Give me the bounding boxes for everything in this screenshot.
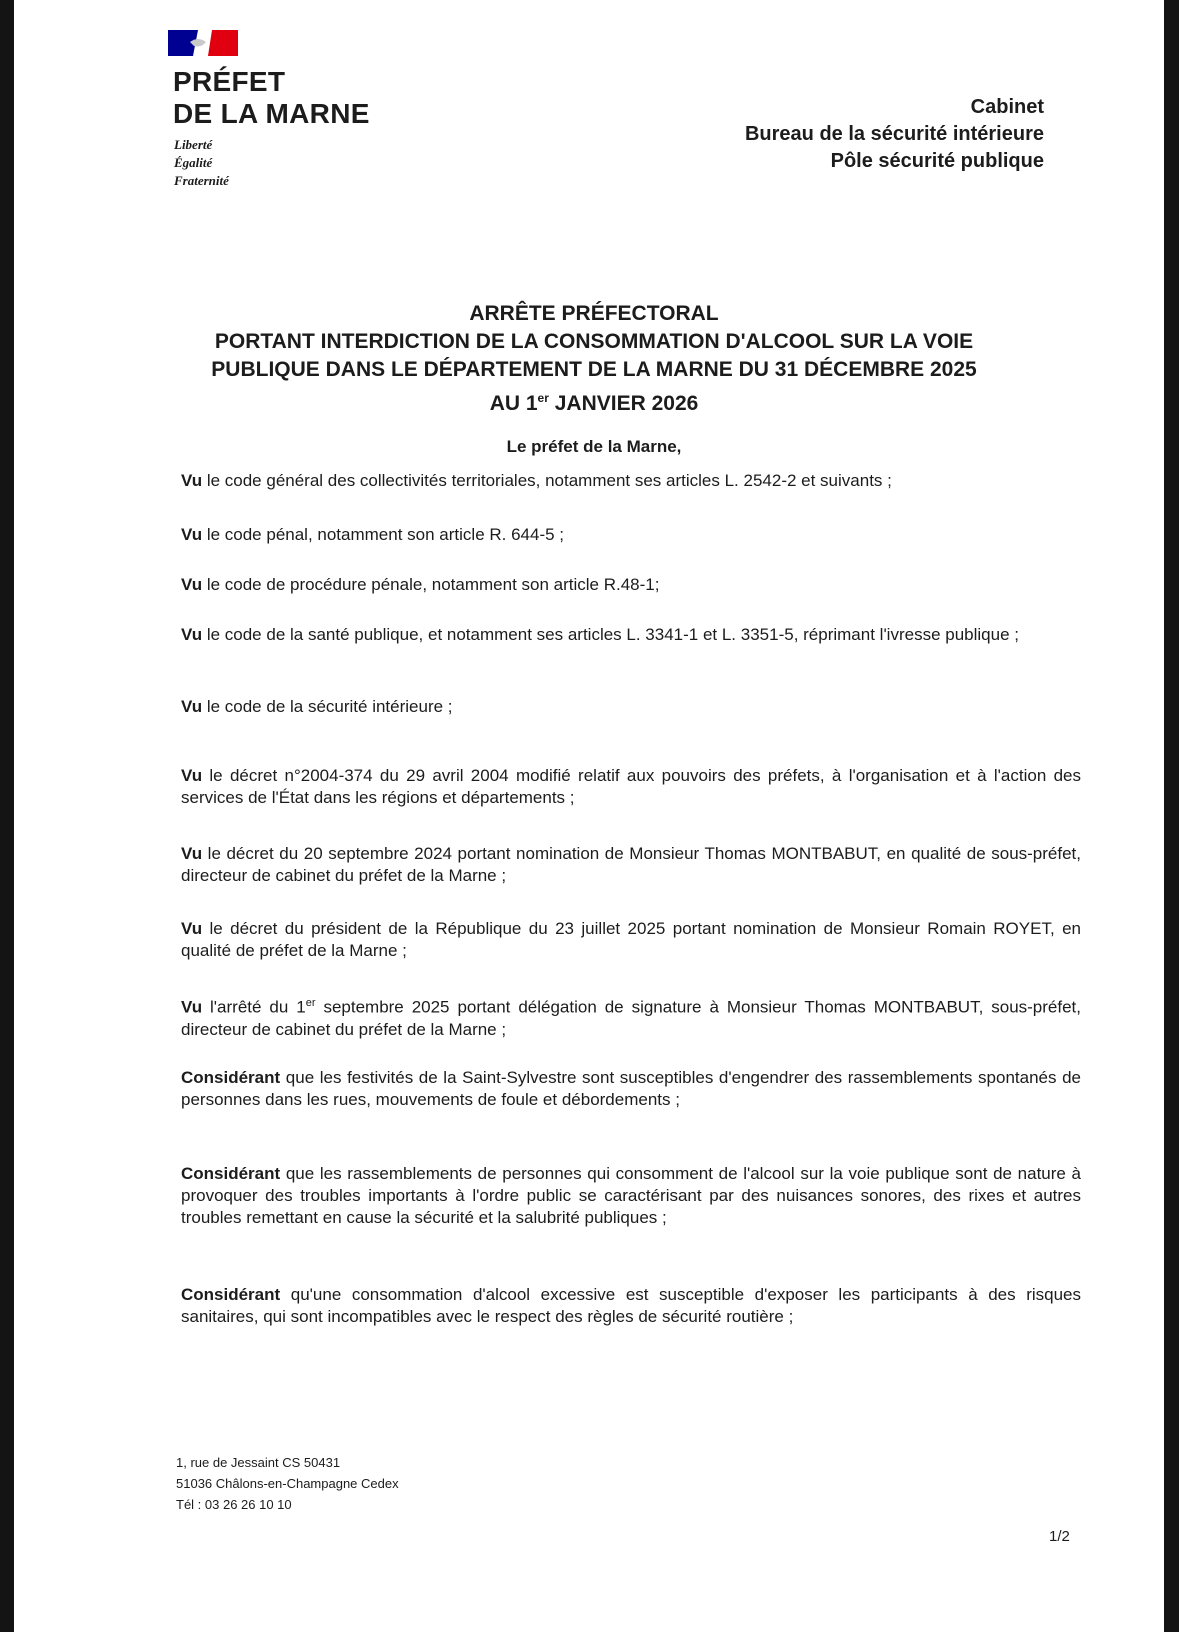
visa-paragraph: [181, 524, 1081, 546]
motto-liberte: Liberté: [174, 137, 213, 152]
service-pole: Pôle sécurité publique: [830, 150, 1044, 172]
prefecture-name-line2: DE LA MARNE: [173, 98, 370, 129]
prefet-line: Le préfet de la Marne,: [506, 437, 682, 456]
service-bureau: Bureau de la sécurité intérieure: [744, 123, 1044, 145]
visa-paragraph: [181, 470, 1081, 492]
title-line4-start: AU 1: [489, 392, 538, 415]
paragraph-lead: Considérant: [181, 1068, 281, 1087]
paragraph-text: qu'une consommation d'alcool excessive est susceptible d'exposer les participants à des risques sanitaires, qui sont incompatibles avec le respect des règles de sécurité routière ;: [181, 1285, 1081, 1326]
visa-paragraph: [181, 918, 1081, 962]
motto-fraternite: Fraternité: [174, 173, 229, 188]
visa-paragraph: [181, 992, 1081, 1041]
paragraph-text: le code de procédure pénale, notamment son article R.48-1;: [202, 575, 660, 594]
considerant-paragraph: [181, 1067, 1081, 1111]
visa-paragraph: [181, 765, 1081, 809]
paragraph-lead: Vu: [181, 697, 203, 716]
paragraph-lead: Vu: [181, 844, 203, 863]
visa-paragraph: [181, 574, 1081, 596]
paragraph-text: le décret du président de la République du 23 juillet 2025 portant nomination de Monsieur Romain ROYET, en qualité de préfet de la Marne ;: [181, 919, 1081, 960]
decree-title: [154, 300, 1034, 418]
paragraph-text: le décret du 20 septembre 2024 portant nomination de Monsieur Thomas MONTBABUT, en qualité de sous-préfet, directeur de cabinet du préfet de la Marne ;: [181, 844, 1081, 885]
paragraph-lead: Vu: [181, 997, 203, 1017]
paragraph-lead: Considérant: [181, 1285, 281, 1304]
prefecture-address: [176, 1452, 399, 1515]
paragraph-sup: er: [305, 997, 316, 1009]
paragraph-text: le code général des collectivités territoriales, notamment ses articles L. 2542-2 et suivants ;: [202, 471, 892, 490]
paragraph-lead: Vu: [181, 625, 203, 644]
service-cabinet: Cabinet: [970, 96, 1044, 118]
title-line4-end: JANVIER 2026: [548, 392, 699, 415]
paragraph-lead: Vu: [181, 471, 203, 490]
title-line4: [154, 384, 1034, 418]
republic-motto: [174, 136, 229, 190]
title-line2: PORTANT INTERDICTION DE LA CONSOMMATION D'ALCOOL SUR LA VOIE: [214, 330, 974, 353]
paragraph-text-end: septembre 2025 portant délégation de signature à Monsieur Thomas MONTBABUT, sous-préfet, directeur de cabinet du préfet de la Marne ;: [181, 997, 1082, 1039]
visa-paragraph: [181, 843, 1081, 887]
paragraph-text: le code pénal, notamment son article R. 644-5 ;: [202, 525, 565, 544]
motto-egalite: Égalité: [174, 155, 213, 170]
paragraph-text: le code de la sécurité intérieure ;: [202, 697, 453, 716]
title-line1: ARRÊTE PRÉFECTORAL: [469, 302, 719, 325]
prefecture-name-line1: PRÉFET: [173, 66, 286, 97]
paragraph-lead: Vu: [181, 575, 203, 594]
paragraph-text: le code de la santé publique, et notamment ses articles L. 3341-1 et L. 3351-5, réprimant l'ivresse publique ;: [202, 625, 1019, 644]
considerant-paragraph: [181, 1284, 1081, 1328]
paragraph-lead: Considérant: [181, 1164, 281, 1183]
address-line1: 1, rue de Jessaint CS 50431: [176, 1455, 341, 1470]
visa-paragraph: [181, 696, 1081, 718]
title-line3: PUBLIQUE DANS LE DÉPARTEMENT DE LA MARNE DU 31 DÉCEMBRE 2025: [211, 358, 977, 381]
title-line4-sup: er: [537, 391, 549, 405]
paragraph-text: le décret n°2004-374 du 29 avril 2004 modifié relatif aux pouvoirs des préfets, à l'organisation et à l'action des services de l'État dans les régions et départements ;: [181, 766, 1081, 807]
paragraph-text: que les festivités de la Saint-Sylvestre sont susceptibles d'engendrer des rassemblements spontanés de personnes dans les rues, mouvements de foule et débordements ;: [181, 1068, 1081, 1109]
document-page: [14, 0, 1164, 1632]
paragraph-lead: Vu: [181, 919, 203, 938]
issuing-service: [745, 94, 1044, 175]
visa-paragraph: [181, 624, 1081, 646]
paragraph-lead: Vu: [181, 525, 203, 544]
address-line2: 51036 Châlons-en-Champagne Cedex: [176, 1476, 399, 1491]
considerant-paragraph: [181, 1163, 1081, 1229]
prefecture-name: [173, 66, 370, 130]
paragraph-text-start: l'arrêté du 1: [202, 997, 306, 1017]
republique-francaise-flag-logo: [168, 30, 238, 56]
paragraph-text: que les rassemblements de personnes qui consomment de l'alcool sur la voie publique sont de nature à provoquer des troubles importants à l'ordre public se caractérisant par des nuisances sonores, des rixes et autres troubles remettant en cause la sécurité et la salubrité publiques ;: [181, 1164, 1081, 1227]
phone-line: Tél : 03 26 26 10 10: [176, 1497, 292, 1512]
page-number: 1/2: [1049, 1528, 1070, 1545]
paragraph-lead: Vu: [181, 766, 203, 785]
